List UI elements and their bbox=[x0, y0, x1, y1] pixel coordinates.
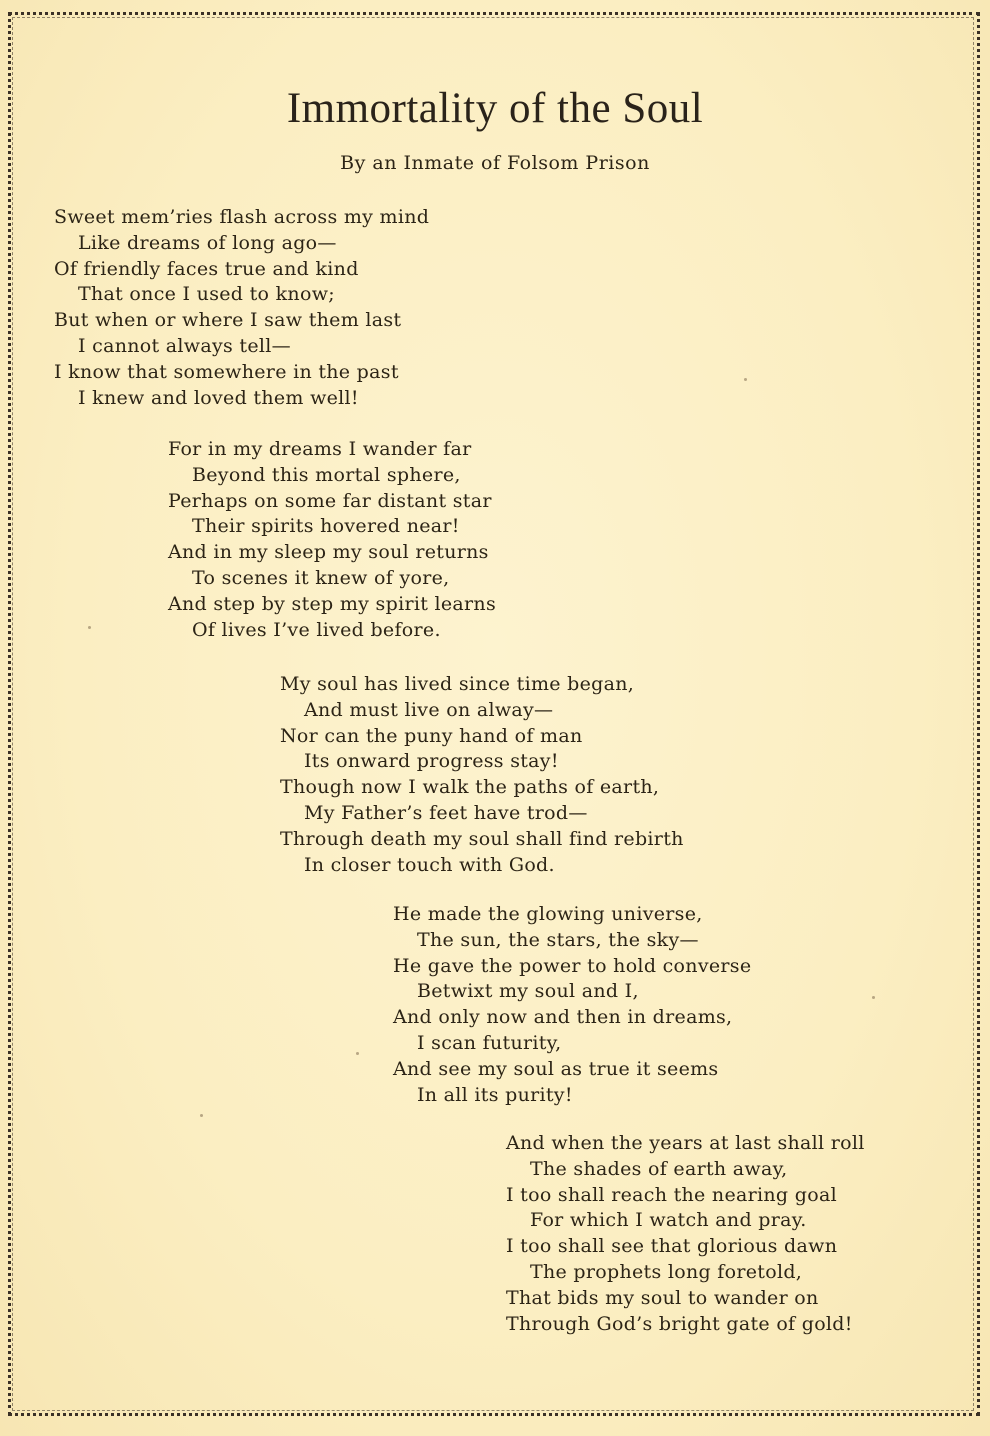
poem-line: For in my dreams I wander far bbox=[168, 438, 472, 460]
poem-line: I knew and loved them well! bbox=[78, 386, 359, 409]
poem-title: Immortality of the Soul bbox=[286, 85, 704, 132]
poem-line: He made the glowing universe, bbox=[393, 903, 703, 925]
poem-line: Sweet mem’ries flash across my mind bbox=[54, 206, 430, 228]
poem-line: Beyond this mortal sphere, bbox=[192, 463, 461, 486]
poem-line: Perhaps on some far distant star bbox=[168, 489, 492, 512]
poem-line: And in my sleep my soul returns bbox=[168, 541, 489, 564]
poem-line: I too shall reach the nearing goal bbox=[506, 1183, 837, 1206]
paper-speck bbox=[872, 996, 875, 999]
paper-speck bbox=[744, 378, 747, 381]
poem-line: I cannot always tell— bbox=[78, 334, 291, 357]
poem-line: And step by step my spirit learns bbox=[168, 592, 496, 615]
poem-line: For which I watch and pray. bbox=[530, 1209, 807, 1232]
poem-line: That once I used to know; bbox=[78, 283, 335, 306]
poem-line: To scenes it knew of yore, bbox=[192, 566, 450, 589]
poem-line: Nor can the puny hand of man bbox=[280, 724, 583, 747]
poem-line: The shades of earth away, bbox=[530, 1157, 788, 1180]
poem-line: My Father’s feet have trod— bbox=[304, 801, 588, 824]
poem-line: The prophets long foretold, bbox=[530, 1260, 803, 1283]
poem-line: And only now and then in dreams, bbox=[393, 1006, 733, 1029]
poem-line: In all its purity! bbox=[417, 1083, 573, 1106]
poem-line: Through God’s bright gate of gold! bbox=[506, 1312, 853, 1335]
poem-line: Of lives I’ve lived before. bbox=[192, 618, 441, 641]
poem-line: My soul has lived since time began, bbox=[280, 673, 635, 695]
stanza-2 bbox=[168, 437, 496, 643]
stanza-5 bbox=[506, 1131, 865, 1337]
poem-line: But when or where I saw them last bbox=[54, 309, 402, 332]
poem-line: Its onward progress stay! bbox=[304, 750, 559, 773]
poem-line: Like dreams of long ago— bbox=[78, 231, 337, 254]
poem-line: And when the years at last shall roll bbox=[506, 1132, 865, 1154]
paper-speck bbox=[356, 1052, 359, 1055]
poem-line: And see my soul as true it seems bbox=[393, 1057, 719, 1080]
poem-line: Of friendly faces true and kind bbox=[54, 257, 359, 280]
poem-line: That bids my soul to wander on bbox=[506, 1286, 819, 1309]
poem-line: Their spirits hovered near! bbox=[192, 515, 460, 538]
paper-speck bbox=[200, 1114, 203, 1117]
poem-line: The sun, the stars, the sky— bbox=[417, 928, 699, 951]
poem-line: He gave the power to hold converse bbox=[393, 954, 752, 977]
paper-speck bbox=[88, 626, 91, 629]
poem-line: And must live on alway— bbox=[304, 698, 554, 721]
poem-byline: By an Inmate of Folsom Prison bbox=[340, 152, 650, 174]
poem-line: Betwixt my soul and I, bbox=[417, 980, 639, 1003]
poem-line: Through death my soul shall find rebirth bbox=[280, 827, 684, 850]
poem-line: In closer touch with God. bbox=[304, 853, 555, 876]
stanza-3 bbox=[280, 672, 684, 878]
stanza-4 bbox=[393, 902, 751, 1108]
stanza-1 bbox=[54, 205, 429, 411]
poem-line: I too shall see that glorious dawn bbox=[506, 1235, 838, 1258]
poem-line: Though now I walk the paths of earth, bbox=[280, 776, 660, 799]
poem-line: I scan futurity, bbox=[417, 1031, 562, 1054]
poem-line: I know that somewhere in the past bbox=[54, 360, 399, 383]
